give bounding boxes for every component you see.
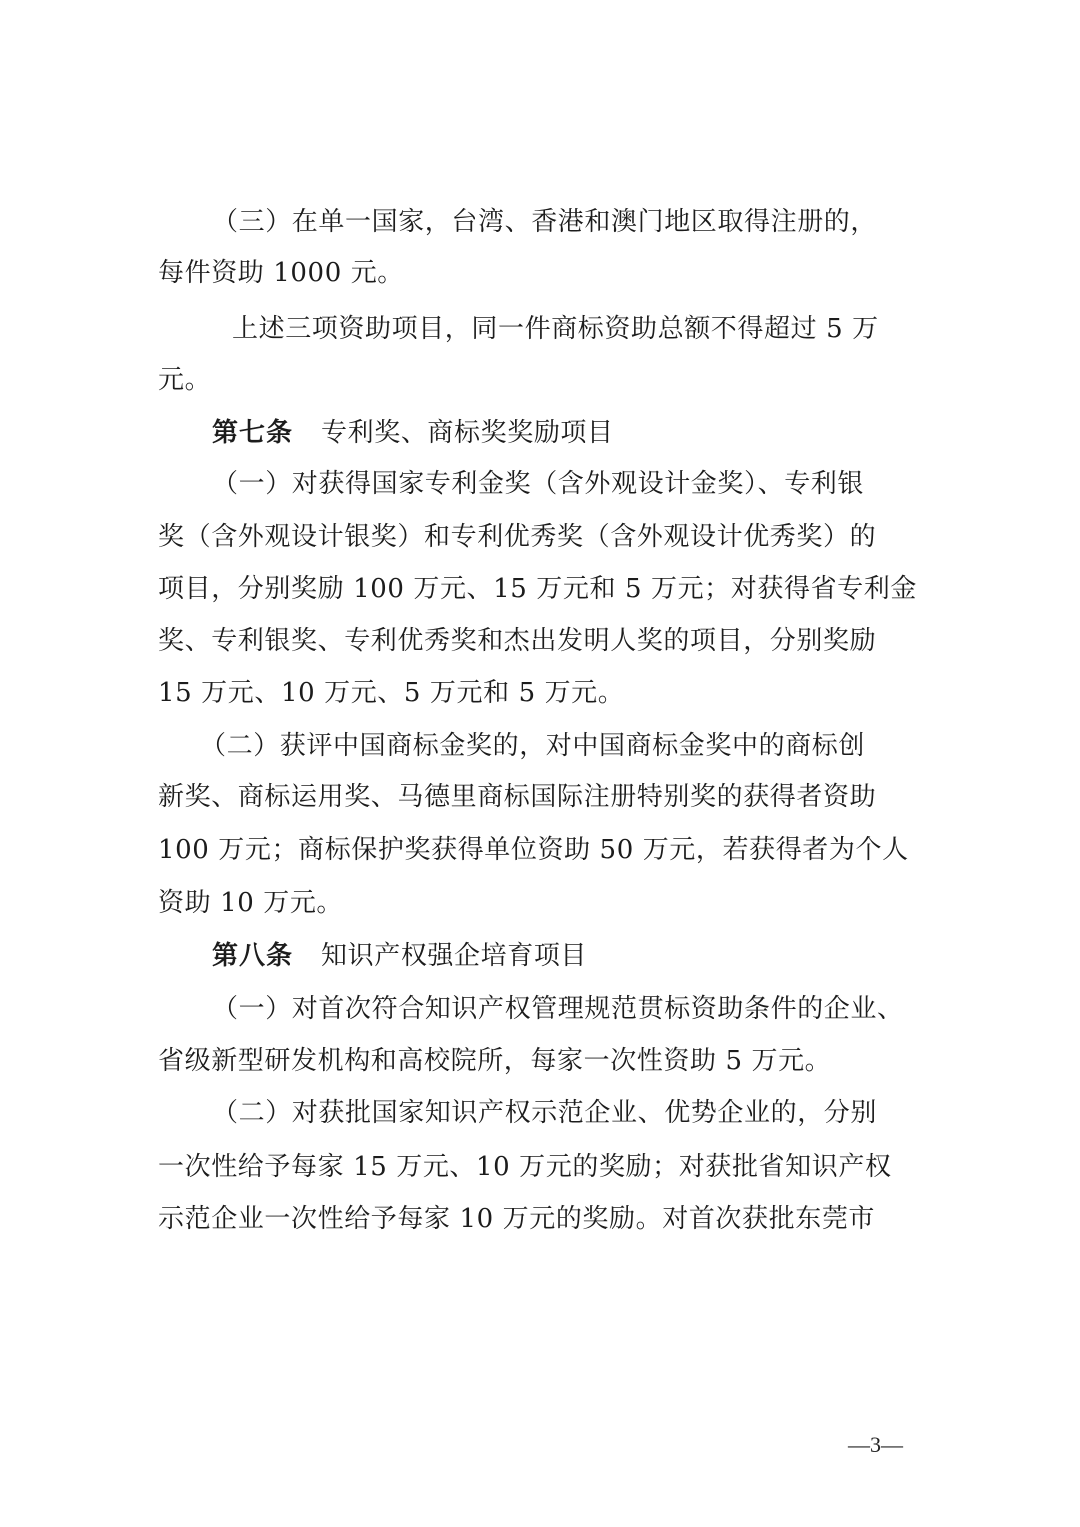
article-7-number: 第七条 <box>212 418 294 448</box>
article-7-title: 专利奖、商标奖奖励项目 <box>321 418 614 448</box>
article-8-title: 知识产权强企培育项目 <box>321 941 588 971</box>
paragraph-line: 元。 <box>158 365 212 395</box>
paragraph-line: （二）获评中国商标金奖的，对中国商标金奖中的商标创 <box>200 731 866 761</box>
paragraph-line: 资助 10 万元。 <box>158 888 344 918</box>
article-8-heading <box>212 939 992 973</box>
paragraph-line: （二）对获批国家知识产权示范企业、优势企业的，分别 <box>212 1098 878 1128</box>
page-number: —3— <box>848 1432 903 1457</box>
paragraph-line: 省级新型研发机构和高校院所，每家一次性资助 5 万元。 <box>158 1046 832 1076</box>
paragraph-line: 新奖、商标运用奖、马德里商标国际注册特别奖的获得者资助 <box>158 782 877 812</box>
paragraph-line: 奖、专利银奖、专利优秀奖和杰出发明人奖的项目，分别奖励 <box>158 626 877 656</box>
paragraph-line: 项目，分别奖励 100 万元、15 万元和 5 万元；对获得省专利金 <box>158 574 917 604</box>
paragraph-line: 示范企业一次性给予每家 10 万元的奖励。对首次获批东莞市 <box>158 1204 876 1234</box>
article-8-number: 第八条 <box>212 941 294 971</box>
paragraph-line: 每件资助 1000 元。 <box>158 258 404 288</box>
paragraph-line: 15 万元、10 万元、5 万元和 5 万元。 <box>158 678 625 708</box>
article-7-heading <box>212 416 992 450</box>
paragraph-line: 奖（含外观设计银奖）和专利优秀奖（含外观设计优秀奖）的 <box>158 522 877 552</box>
paragraph-line: （一）对首次符合知识产权管理规范贯标资助条件的企业、 <box>212 994 904 1024</box>
paragraph-line: （一）对获得国家专利金奖（含外观设计金奖）、专利银 <box>212 469 865 499</box>
paragraph-line: 一次性给予每家 15 万元、10 万元的奖励；对获批省知识产权 <box>158 1152 892 1182</box>
paragraph-line: 100 万元；商标保护奖获得单位资助 50 万元，若获得者为个人 <box>158 835 909 865</box>
paragraph-line: 上述三项资助项目，同一件商标资助总额不得超过 5 万 <box>232 314 879 344</box>
paragraph-line: （三）在单一国家，台湾、香港和澳门地区取得注册的， <box>212 207 878 237</box>
